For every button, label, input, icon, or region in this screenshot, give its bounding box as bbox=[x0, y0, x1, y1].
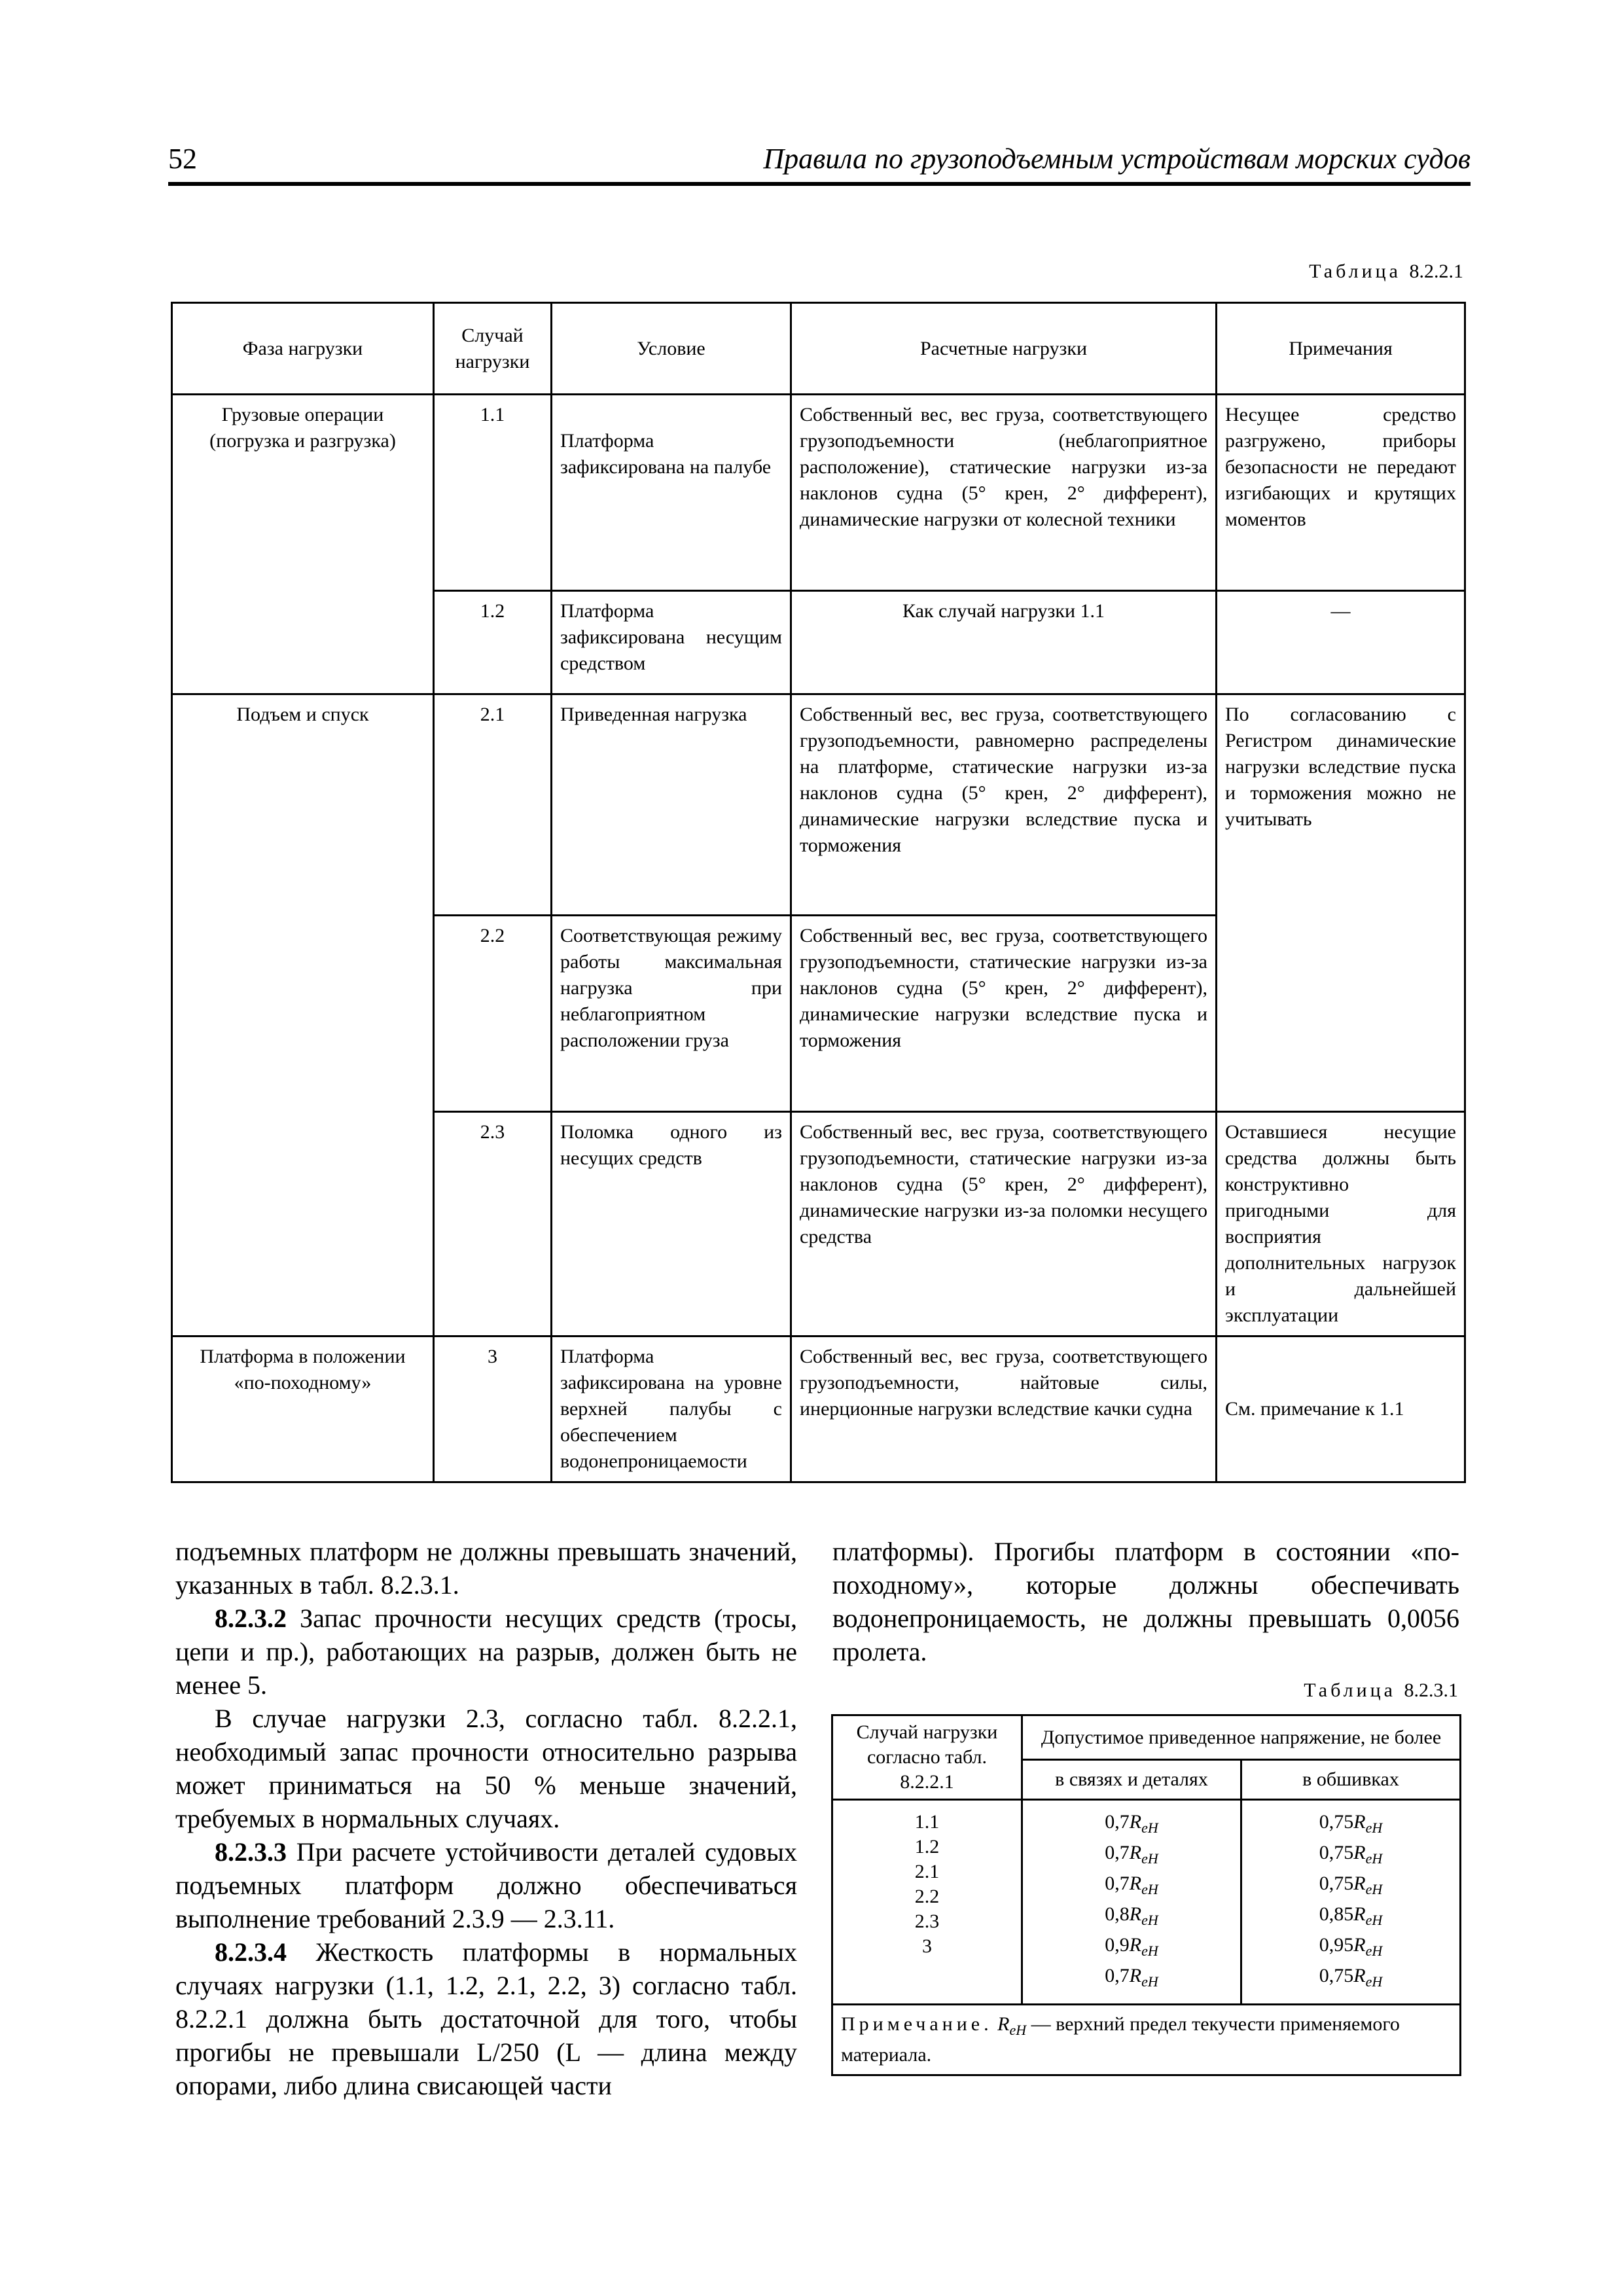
section-number: 8.2.3.2 bbox=[215, 1604, 287, 1633]
running-title: Правила по грузоподъемным устройствам морских судов bbox=[763, 143, 1471, 175]
plating-values bbox=[1241, 1800, 1461, 2005]
table-note-row bbox=[832, 2005, 1461, 2075]
paragraph: 8.2.3.4 Жесткость платформы в нормальных случаях нагрузки (1.1, 1.2, 2.1, 2.2, 3) согласно табл. 8.2.2.1 должна быть достаточной для того, чтобы прогибы не превышали L/250 (L — длина между опорами, либо длина свисающей части bbox=[175, 1937, 797, 2100]
case-cell: 2.2 bbox=[434, 916, 552, 1112]
col-header-condition: Условие bbox=[552, 303, 791, 395]
paragraph: В случае нагрузки 2.3, согласно табл. 8.2.2.1, необходимый запас прочности относительно разрыва может приниматься на 50 % меньше значений, требуемых в нормальных случаях. bbox=[175, 1704, 797, 1833]
right-text-column bbox=[832, 1535, 1459, 1668]
col-header-notes: Примечания bbox=[1217, 303, 1465, 395]
table-cell: 2.3 bbox=[914, 1910, 940, 1932]
col-header-loads: Расчетные нагрузки bbox=[791, 303, 1217, 395]
condition-cell: Соответствующая режиму работы максимальная нагрузка при неблагоприятном расположении груза bbox=[552, 916, 791, 1112]
page-number: 52 bbox=[168, 143, 197, 175]
notes-cell: Несущее средство разгружено, приборы безопасности не передают изгибающих и крутящих моментов bbox=[1217, 395, 1465, 591]
notes-cell: Оставшиеся несущие средства должны быть конструктивно пригодными для восприятия дополнительных нагрузок и дальнейшей эксплуатации bbox=[1217, 1112, 1465, 1336]
loads-cell: Собственный вес, вес груза, соответствующего грузоподъемности, статические нагрузки из-за наклонов судна (5° крен, 2° дифферент), динамические нагрузки из-за поломки несущего средства bbox=[791, 1112, 1217, 1336]
col-header-case: Случай нагрузки bbox=[434, 303, 552, 395]
table-cell: $0,75R_{eH}$ bbox=[1319, 1811, 1383, 1836]
table-cell: 2.1 bbox=[914, 1861, 940, 1882]
col-header-plating: в обшивках bbox=[1241, 1760, 1461, 1800]
allowed-stress-table bbox=[831, 1714, 1461, 2076]
section-number: 8.2.3.3 bbox=[215, 1837, 287, 1867]
paragraph: подъемных платформ не должны превышать значений, указанных в табл. 8.2.3.1. bbox=[175, 1537, 797, 1600]
condition-cell: Приведенная нагрузка bbox=[552, 694, 791, 916]
col-header-links: в связях и деталях bbox=[1022, 1760, 1241, 1800]
table-body-row bbox=[832, 1800, 1461, 2005]
table-cell: $0,7R_{eH}$ bbox=[1105, 1873, 1158, 1897]
table-cell: $0,8R_{eH}$ bbox=[1105, 1903, 1158, 1928]
loads-cell: Собственный вес, вес груза, соответствующего грузоподъемности (неблагоприятное расположение), статические нагрузки из-за наклонов судна (5° крен, 2° дифферент), динамические нагрузки от колесной техники bbox=[791, 395, 1217, 591]
notes-cell: См. примечание к 1.1 bbox=[1217, 1336, 1465, 1482]
loads-cell: Собственный вес, вес груза, соответствующего грузоподъемности, равномерно распределены на платформе, статические нагрузки из-за наклонов судна (5° крен, 2° дифферент), динамические нагрузки вследствие пуска и торможения bbox=[791, 694, 1217, 916]
condition-cell: Платформа зафиксирована на уровне верхней палубы с обеспечением водонепроницаемости bbox=[552, 1336, 791, 1482]
notes-cell: — bbox=[1217, 591, 1465, 694]
loads-cell: Как случай нагрузки 1.1 bbox=[791, 591, 1217, 694]
phase-cell: Платформа в положении «по-походному» bbox=[172, 1336, 434, 1482]
paragraph: 8.2.3.3 При расчете устойчивости деталей судовых подъемных платформ должно обеспечиваться выполнение требований 2.3.9 — 2.3.11. bbox=[175, 1837, 797, 1933]
case-cell: 1.1 bbox=[434, 395, 552, 591]
table1-label: Таблица 8.2.2.1 bbox=[1309, 260, 1463, 282]
links-values bbox=[1022, 1800, 1241, 2005]
table-cell: 1.1 bbox=[914, 1811, 940, 1833]
table-cell: $0,75R_{eH}$ bbox=[1319, 1965, 1383, 1990]
case-cell: 3 bbox=[434, 1336, 552, 1482]
table-cell: 3 bbox=[922, 1935, 932, 1957]
load-cases-table bbox=[171, 302, 1466, 1483]
condition-cell: Поломка одного из несущих средств bbox=[552, 1112, 791, 1336]
table-cell: $0,95R_{eH}$ bbox=[1319, 1934, 1383, 1959]
case-cell: 1.2 bbox=[434, 591, 552, 694]
table-cell: 1.2 bbox=[914, 1836, 940, 1857]
paragraph: платформы). Прогибы платформ в состоянии «по-походному», которые должны обеспечивать водонепроницаемость, не должны превышать 0,0056 пролета. bbox=[832, 1537, 1459, 1666]
table-cell: $0,75R_{eH}$ bbox=[1319, 1873, 1383, 1897]
table-row bbox=[172, 395, 1465, 591]
section-number: 8.2.3.4 bbox=[215, 1937, 287, 1967]
case-cell: 2.3 bbox=[434, 1112, 552, 1336]
condition-cell: Платформа зафиксирована на палубе bbox=[552, 395, 791, 591]
col-header-allowed-stress: Допустимое приведенное напряжение, не более bbox=[1022, 1715, 1461, 1760]
table-cell: $0,9R_{eH}$ bbox=[1105, 1934, 1158, 1959]
phase-cell: Грузовые операции (погрузка и разгрузка) bbox=[172, 395, 434, 694]
paragraph: 8.2.3.2 Запас прочности несущих средств (тросы, цепи и пр.), работающих на разрыв, должен быть не менее 5. bbox=[175, 1604, 797, 1700]
table-row bbox=[172, 1336, 1465, 1482]
col-header-case: Случай нагрузки согласно табл. 8.2.2.1 bbox=[832, 1715, 1022, 1800]
table-cell: $0,7R_{eH}$ bbox=[1105, 1811, 1158, 1836]
table2-label: Таблица 8.2.3.1 bbox=[1304, 1679, 1458, 1701]
table-cell: 2.2 bbox=[914, 1886, 940, 1907]
table-header-row bbox=[172, 303, 1465, 395]
table-header-row bbox=[832, 1715, 1461, 1760]
left-text-column bbox=[175, 1535, 797, 2102]
table-cell: $0,7R_{eH}$ bbox=[1105, 1965, 1158, 1990]
case-values bbox=[832, 1800, 1022, 2005]
phase-cell: Подъем и спуск bbox=[172, 694, 434, 1336]
condition-cell: Платформа зафиксирована несущим средством bbox=[552, 591, 791, 694]
loads-cell: Собственный вес, вес груза, соответствующего грузоподъемности, найтовые силы, инерционные нагрузки вследствие качки судна bbox=[791, 1336, 1217, 1482]
col-header-phase: Фаза нагрузки bbox=[172, 303, 434, 395]
table-cell: $0,85R_{eH}$ bbox=[1319, 1903, 1383, 1928]
loads-cell: Собственный вес, вес груза, соответствующего грузоподъемности, статические нагрузки из-за наклонов судна (5° крен, 2° дифферент), динамические нагрузки вследствие пуска и торможения bbox=[791, 916, 1217, 1112]
table-cell: $0,75R_{eH}$ bbox=[1319, 1842, 1383, 1867]
page-header bbox=[168, 143, 1471, 186]
case-cell: 2.1 bbox=[434, 694, 552, 916]
table-cell: $0,7R_{eH}$ bbox=[1105, 1842, 1158, 1867]
table-note: Примечание. $R_{eH}$ — верхний предел текучести применяемого материала. bbox=[832, 2005, 1461, 2075]
table-row bbox=[172, 694, 1465, 916]
notes-cell: По согласованию с Регистром динамические нагрузки вследствие пуска и торможения можно не учитывать bbox=[1217, 694, 1465, 1112]
